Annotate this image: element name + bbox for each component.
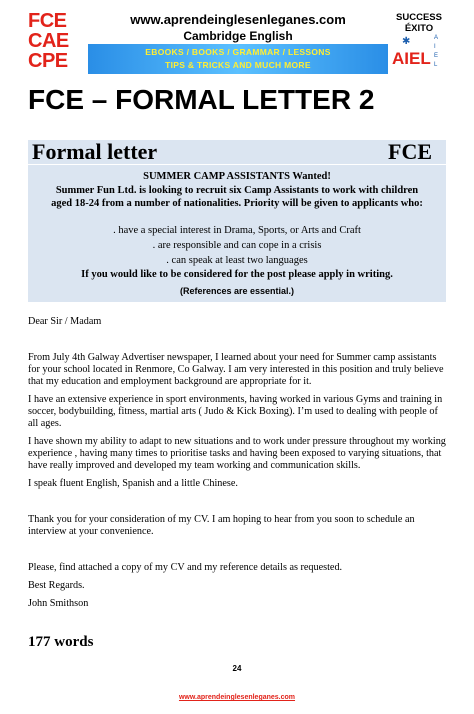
banner-subtitle: Cambridge English (183, 29, 293, 43)
banner-strip (88, 44, 388, 74)
page-number: 24 (232, 664, 242, 673)
task-bullet: . can speak at least two languages (166, 255, 308, 266)
banner-band (88, 12, 388, 74)
aiel-logo (390, 12, 448, 74)
success-label: SUCCESS (396, 12, 442, 23)
task-header (28, 140, 446, 165)
letter-signature: John Smithson (28, 598, 89, 609)
task-header-left: Formal letter (32, 139, 158, 164)
task-box (28, 140, 446, 302)
task-note: (References are essential.) (179, 286, 295, 296)
letter-paragraph-4: I speak fluent English, Spanish and a little Chinese. (28, 478, 238, 489)
aiel-side-letters (434, 34, 438, 70)
footer-link[interactable]: www.aprendeinglesenleganes.com (178, 694, 296, 701)
banner-strip-line1: EBOOKS / BOOKS / GRAMMAR / LESSONS (145, 47, 331, 57)
fce-cae-cpe-logo (28, 12, 86, 74)
logo-line-fce: FCE (28, 10, 67, 32)
letter-paragraph-5: Thank you for your consideration of my CV. I am hoping to hear from you soon to schedule an interview at your convenience. (28, 514, 415, 537)
letter-greeting: Dear Sir / Madam (28, 316, 102, 327)
task-bullet: . have a special interest in Drama, Sports, or Arts and Craft (113, 225, 361, 236)
side-letter: L (434, 62, 438, 68)
side-letter: A (434, 35, 439, 41)
task-intro-line1: Summer Fun Ltd. is looking to recruit six Camp Assistants to work with children (55, 185, 419, 196)
letter-paragraph-3: I have shown my ability to adapt to new situations and to work under pressure throughout my working experience , having many times to prioritise tasks and having been exposed to varying situations, that have really improved and developed my team working and communication skills. (28, 436, 446, 471)
word-count: 177 words (28, 634, 94, 650)
star-icon: ✱ (402, 36, 411, 47)
aiel-brand: AIEL (392, 49, 431, 68)
side-letter: I (434, 44, 436, 50)
letter-paragraph-6: Please, find attached a copy of my CV and my reference details as requested. (28, 562, 343, 573)
task-title: SUMMER CAMP ASSISTANTS Wanted! (143, 171, 331, 182)
page-title: FCE – FORMAL LETTER 2 (28, 84, 375, 115)
logo-line-cae: CAE (28, 30, 69, 52)
task-intro-line2: aged 18-24 from a number of nationalities. Priority will be given to applicants who: (51, 198, 423, 209)
task-header-right: FCE (388, 139, 432, 164)
logo-line-cpe: CPE (28, 50, 68, 72)
banner-strip-line2: TIPS & TRICKS AND MUCH MORE (165, 60, 311, 70)
letter-paragraph-2: I have an extensive experience in sport environments, having worked in various Gyms and training in soccer, bodybuilding, fitness, martial arts ( Judo & Kick Boxing). I’m used to dealing with people of all ages. (28, 394, 443, 429)
header-banner (28, 12, 448, 74)
letter-paragraph-1: From July 4th Galway Advertiser newspaper, I learned about your need for Summer camp assistants for your school located in Renmore, Co Galway. I am very interested in this position and truly believe that my education and employment background are appropriate for it. (28, 352, 444, 387)
exito-label: ÉXITO (404, 23, 434, 34)
task-closing: If you would like to be considered for the post please apply in writing. (81, 269, 393, 280)
banner-url[interactable]: www.aprendeinglesenleganes.com (130, 12, 346, 27)
task-bullet: . are responsible and can cope in a crisis (152, 240, 322, 251)
side-letter: E (434, 53, 439, 59)
letter-signoff: Best Regards. (28, 580, 85, 591)
